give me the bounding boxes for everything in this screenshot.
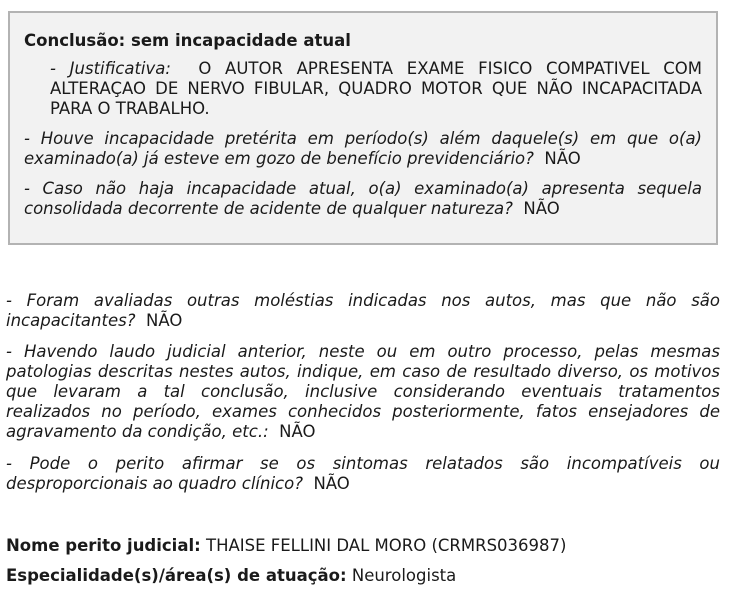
justification-text: O AUTOR APRESENTA EXAME FISICO COMPATIVEL COM ALTERAÇAO DE NERVO FIBULAR, QUADRO MOTOR QUE NÃO INCAPACITADA PARA O TRABALHO. bbox=[50, 59, 702, 118]
justification-label: - Justificativa: bbox=[50, 59, 171, 78]
question-other-illnesses bbox=[6, 291, 720, 331]
question-answer: NÃO bbox=[279, 422, 316, 441]
question-past-incapacity bbox=[24, 129, 702, 169]
question-text: - Pode o perito afirmar se os sintomas relatados são incompatíveis ou desproporcionais ao quadro clínico? bbox=[6, 454, 720, 493]
conclusion-box bbox=[8, 11, 718, 245]
expert-name-label: Nome perito judicial: bbox=[6, 536, 201, 555]
expert-name-value: THAISE FELLINI DAL MORO (CRMRS036987) bbox=[205, 536, 567, 555]
question-text: - Foram avaliadas outras moléstias indicadas nos autos, mas que não são incapacitantes? bbox=[6, 291, 720, 330]
expert-name-line bbox=[6, 536, 720, 556]
question-answer: NÃO bbox=[145, 311, 183, 330]
question-previous-report bbox=[6, 342, 720, 442]
question-text: - Havendo laudo judicial anterior, neste ou em outro processo, pelas mesmas patologias descritas nestes autos, indique, em caso de resultado diverso, os motivos que levaram a tal conclusão, inclusive considerando eventuais tratamentos realizados no período, exames conhecidos posteriormente, fatos ensejadores de agravamento da condição, etc.: bbox=[6, 342, 720, 441]
expert-specialty-label: Especialidade(s)/área(s) de atuação: bbox=[6, 566, 347, 585]
question-symptoms bbox=[6, 454, 720, 494]
question-text: - Houve incapacidade pretérita em período(s) além daquele(s) em que o(a) examinado(a) já esteve em gozo de benefício previdenciário? bbox=[24, 129, 702, 168]
question-answer: NÃO bbox=[313, 474, 350, 493]
question-answer: NÃO bbox=[544, 149, 581, 168]
question-sequela bbox=[24, 179, 702, 219]
expert-specialty-value: Neurologista bbox=[351, 566, 457, 585]
question-text: - Caso não haja incapacidade atual, o(a) examinado(a) apresenta sequela consolidada decorrente de acidente de qualquer natureza? bbox=[24, 179, 702, 218]
question-answer: NÃO bbox=[523, 199, 560, 218]
expert-specialty-line bbox=[6, 566, 720, 586]
conclusion-title: Conclusão: sem incapacidade atual bbox=[24, 31, 351, 50]
justification-paragraph bbox=[50, 59, 702, 119]
